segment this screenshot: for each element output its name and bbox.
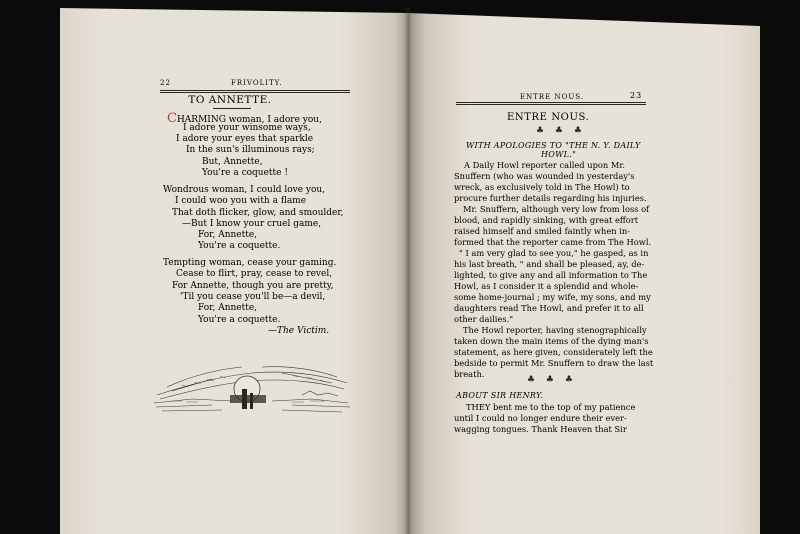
poem-line: CHARMING woman, I adore you,: [167, 111, 322, 126]
body-line: his last breath, " and shall be pleased, ay, de-: [454, 259, 645, 269]
poem-line: For Annette, though you are pretty,: [172, 281, 334, 291]
body-line: " I am very glad to see you," he gasped, as in: [459, 248, 649, 258]
body-line: Mr. Snuffern, although very low from loss of: [463, 204, 650, 214]
poem-signature: —The Victim.: [268, 326, 330, 336]
poem-dropcap: C: [167, 111, 177, 126]
poem-line: I could woo you with a flame: [175, 196, 307, 206]
body-line: daughters read The Howl, and prefer it to all: [454, 303, 644, 313]
body-line: statement, as here given, considerately left the: [454, 347, 653, 357]
poem-title: TO ANNETTE.: [188, 94, 272, 106]
body-line: Snuffern (who was wounded in yesterday's: [454, 171, 635, 181]
body-line: Howl, as I consider it a splendid and whole-: [454, 281, 639, 291]
poem-line: I adore your eyes that sparkle: [176, 134, 314, 144]
body-line: until I could no longer endure their ever-: [454, 413, 627, 423]
poem-line: Cease to flirt, pray, cease to revel,: [176, 269, 333, 279]
right-page-number: 23: [630, 91, 643, 100]
poem-line: In the sun's illuminous rays;: [186, 145, 315, 155]
poem-line: Tempting woman, cease your gaming.: [163, 258, 337, 268]
poem-line: I adore your winsome ways,: [183, 123, 311, 133]
poem-line: You're a coquette.: [198, 241, 281, 251]
body-line: wagging tongues. Thank Heaven that Sir: [454, 424, 627, 434]
ornament: ♣ ♣ ♣: [527, 375, 577, 385]
subheading: HOWL.": [541, 150, 577, 159]
subheading: ABOUT SIR HENRY.: [456, 391, 544, 400]
poem-title-rule: [213, 108, 251, 109]
book-gutter: [404, 8, 412, 534]
body-line: blood, and rapidly sinking, with great effort: [454, 215, 639, 225]
right-header-rule: [456, 102, 646, 105]
body-line: The Howl reporter, having stenographically: [463, 325, 647, 335]
poem-line: You're a coquette.: [198, 315, 281, 325]
section-title: ENTRE NOUS.: [507, 112, 590, 123]
poem-line: But, Annette,: [202, 157, 263, 167]
body-line: other dailies.": [454, 314, 514, 324]
body-line: A Daily Howl reporter called upon Mr.: [464, 160, 626, 170]
body-line: bedside to permit Mr. Snuffern to draw the last: [454, 358, 654, 368]
poem-line: For, Annette,: [198, 303, 258, 313]
body-line: breath.: [454, 369, 485, 379]
body-line: raised himself and smiled faintly when in-: [454, 226, 631, 236]
body-line: wreck, as exclusively told in The Howl) to: [454, 182, 630, 192]
poem-line: For, Annette,: [198, 230, 258, 240]
poem-line: That doth flicker, glow, and smoulder,: [172, 208, 344, 218]
body-line: taken down the main items of the dying man's: [454, 336, 649, 346]
body-line: procure further details regarding his injuries.: [454, 193, 647, 203]
left-header-rule: [160, 90, 350, 93]
poem-line: 'Til you cease you'll be—a devil,: [180, 292, 326, 302]
poem-line: You're a coquette !: [202, 168, 288, 178]
body-line: lighted, to give any and all information to The: [454, 270, 648, 280]
sunset-engraving: [152, 355, 352, 417]
ornament: ♣ ♣ ♣: [536, 126, 586, 136]
body-line: THEY bent me to the top of my patience: [466, 402, 636, 412]
left-running-head: FRIVOLITY.: [231, 79, 283, 87]
poem-line: Wondrous woman, I could love you,: [163, 185, 326, 195]
left-page-number: 22: [160, 79, 171, 87]
body-line: some home-journal ; my wife, my sons, and my: [454, 292, 651, 302]
right-running-head: ENTRE NOUS.: [520, 93, 585, 101]
poem-line: —But I know your cruel game,: [182, 219, 322, 229]
body-line: formed that the reporter came from The Howl.: [454, 237, 652, 247]
subheading: WITH APOLOGIES TO "THE N. Y. DAILY: [466, 141, 641, 150]
